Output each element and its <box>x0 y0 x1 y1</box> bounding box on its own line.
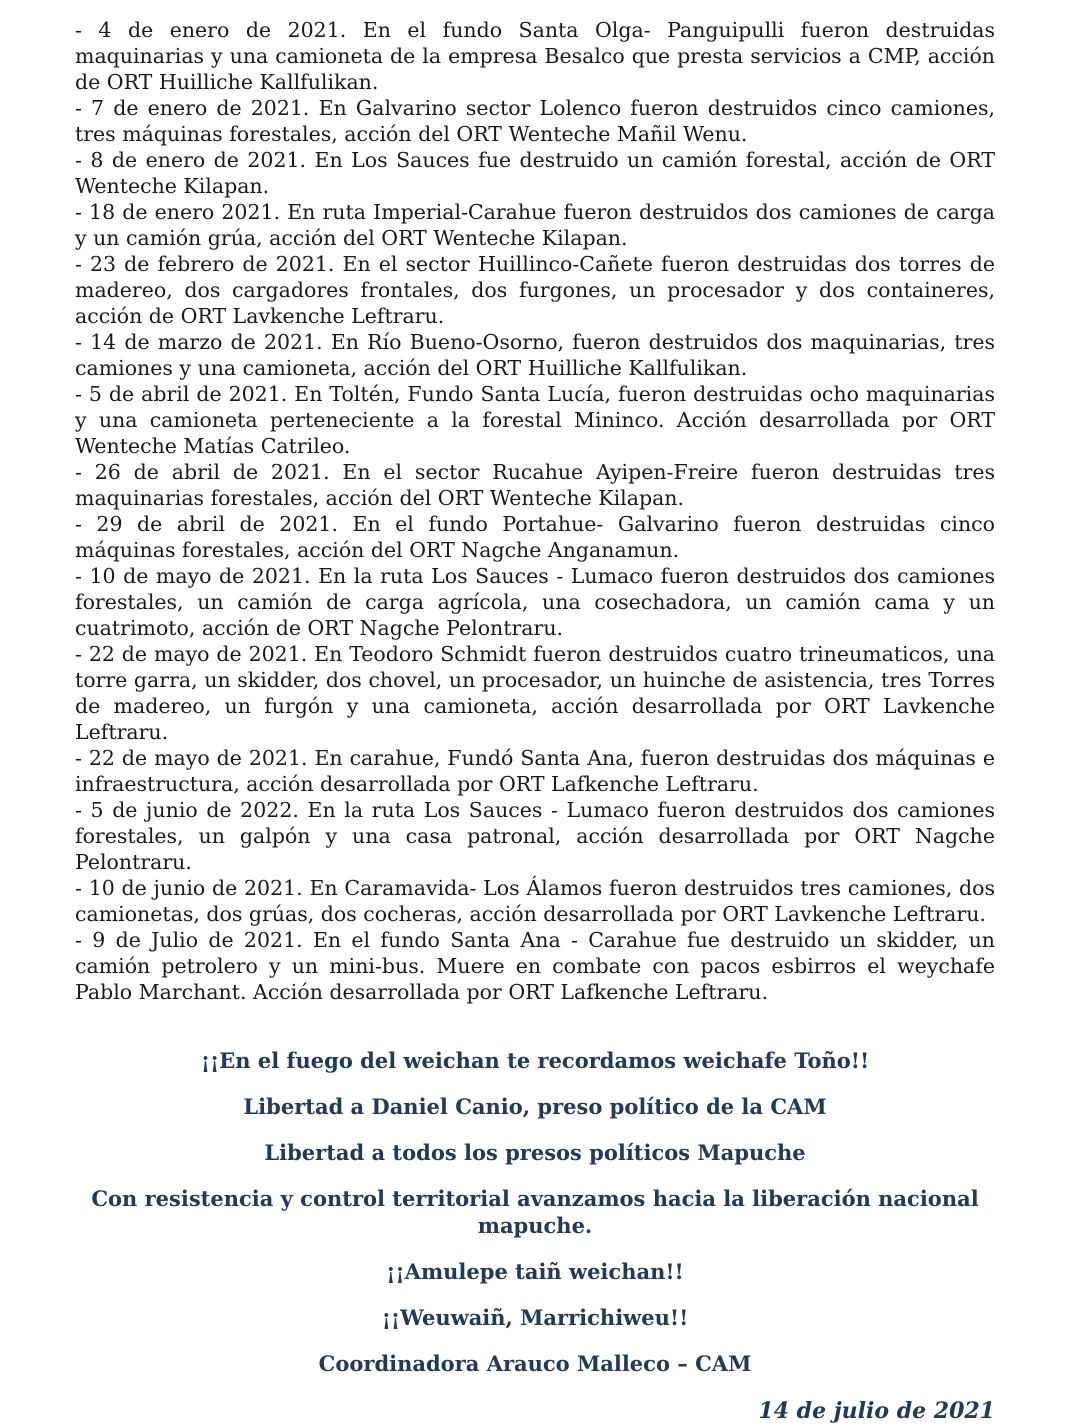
incident-entry: - 23 de febrero de 2021. En el sector Huillinco-Cañete fueron destruidas dos torres de madereo, dos cargadores frontales, dos furgones, un procesador y dos containeres, acción de ORT Lavkenche Leftraru. <box>75 252 995 328</box>
slogan-line: ¡¡Weuwaiñ, Marrichiweu!! <box>381 1305 689 1330</box>
incident-entry: - 22 de mayo de 2021. En Teodoro Schmidt fueron destruidos cuatro trineumaticos, una torre garra, un skidder, dos chovel, un procesador, un huinche de asistencia, tres Torres de madereo, un furgón y una camioneta, acción desarrollada por ORT Lavkenche Leftraru. <box>75 642 995 744</box>
incident-entry: - 5 de abril de 2021. En Toltén, Fundo Santa Lucía, fueron destruidas ocho maquinarias y una camioneta perteneciente a la forestal Mininco. Acción desarrollada por ORT Wenteche Matías Catrileo. <box>75 382 995 458</box>
slogan-line: ¡¡Amulepe taiñ weichan!! <box>386 1259 684 1284</box>
slogan-line: Libertad a todos los presos políticos Mapuche <box>264 1140 806 1165</box>
incident-entry: - 10 de mayo de 2021. En la ruta Los Sauces - Lumaco fueron destruidos dos camiones forestales, un camión de carga agrícola, una cosechadora, un camión cama y un cuatrimoto, acción de ORT Nagche Pelontraru. <box>75 564 995 640</box>
incident-entry: - 8 de enero de 2021. En Los Sauces fue destruido un camión forestal, acción de ORT Wenteche Kilapan. <box>75 148 995 198</box>
incident-entry: - 26 de abril de 2021. En el sector Rucahue Ayipen-Freire fueron destruidas tres maquinarias forestales, acción del ORT Wenteche Kilapan. <box>75 460 995 510</box>
incident-entry: - 5 de junio de 2022. En la ruta Los Sauces - Lumaco fueron destruidos dos camiones forestales, un galpón y una casa patronal, acción desarrollada por ORT Nagche Pelontraru. <box>75 798 995 874</box>
incident-entry: - 14 de marzo de 2021. En Río Bueno-Osorno, fueron destruidos dos maquinarias, tres camiones y una camioneta, acción del ORT Huilliche Kallfulikan. <box>75 330 995 380</box>
slogan-line: Libertad a Daniel Canio, preso político de la CAM <box>243 1094 827 1119</box>
incident-entry: - 29 de abril de 2021. En el fundo Portahue- Galvarino fueron destruidas cinco máquinas forestales, acción del ORT Nagche Anganamun. <box>75 512 995 562</box>
incident-entry: - 4 de enero de 2021. En el fundo Santa Olga- Panguipulli fueron destruidas maquinarias y una camioneta de la empresa Besalco que presta servicios a CMP, acción de ORT Huilliche Kallfulikan. <box>75 18 995 94</box>
slogan-section <box>75 1047 995 1377</box>
incident-entry: - 7 de enero de 2021. En Galvarino sector Lolenco fueron destruidos cinco camiones, tres máquinas forestales, acción del ORT Wenteche Mañil Wenu. <box>75 96 995 146</box>
incident-list <box>75 17 995 1005</box>
signature-line: Coordinadora Arauco Malleco – CAM <box>318 1351 752 1376</box>
incident-entry: - 22 de mayo de 2021. En carahue, Fundó Santa Ana, fueron destruidas dos máquinas e infraestructura, acción desarrollada por ORT Lafkenche Leftraru. <box>75 746 995 796</box>
slogan-line: ¡¡En el fuego del weichan te recordamos weichafe Toño!! <box>200 1048 870 1073</box>
slogan-line: Con resistencia y control territorial avanzamos hacia la liberación nacional mapuche. <box>91 1186 979 1238</box>
incident-entry: - 10 de junio de 2021. En Caramavida- Los Álamos fueron destruidos tres camiones, dos camionetas, dos grúas, dos cocheras, acción desarrollada por ORT Lavkenche Leftraru. <box>75 876 995 926</box>
date-line: 14 de julio de 2021 <box>758 1398 995 1424</box>
incident-entry: - 18 de enero 2021. En ruta Imperial-Carahue fueron destruidos dos camiones de carga y un camión grúa, acción del ORT Wenteche Kilapan. <box>75 200 995 250</box>
incident-entry: - 9 de Julio de 2021. En el fundo Santa Ana - Carahue fue destruido un skidder, un camión petrolero y un mini-bus. Muere en combate con pacos esbirros el weychafe Pablo Marchant. Acción desarrollada por ORT Lafkenche Leftraru. <box>75 928 995 1004</box>
